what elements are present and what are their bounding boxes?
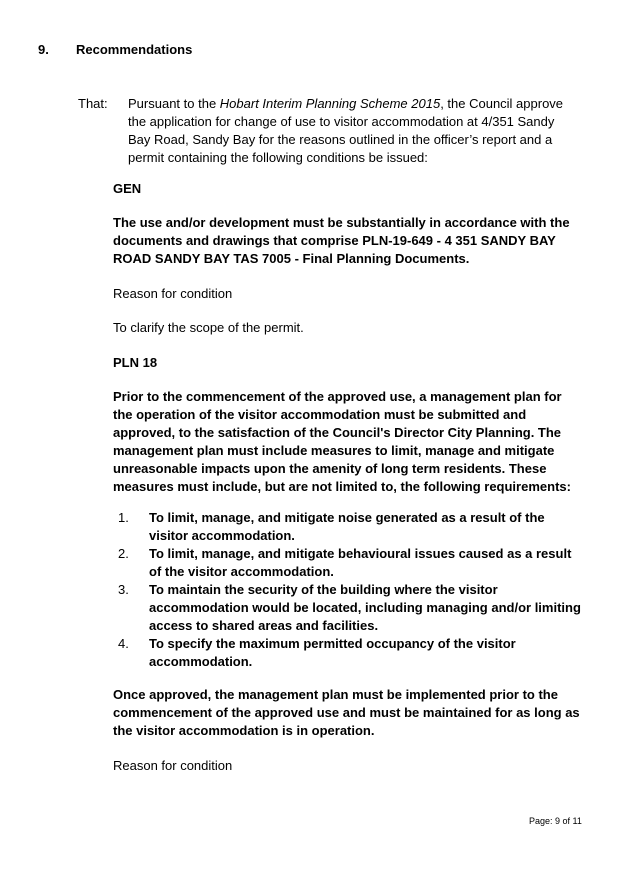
list-item-text: To limit, manage, and mitigate behavioural issues caused as a result of the visitor accommodation. xyxy=(149,546,572,579)
requirements-list xyxy=(113,509,583,671)
recommendation-text-before: Pursuant to the xyxy=(128,96,220,111)
condition-code-pln18: PLN 18 xyxy=(113,355,158,370)
list-item-number: 2. xyxy=(118,546,129,561)
list-item-text: To specify the maximum permitted occupancy of the visitor accommodation. xyxy=(149,636,516,669)
list-item xyxy=(113,509,583,545)
scheme-name: Hobart Interim Planning Scheme 2015 xyxy=(219,96,441,111)
section-heading xyxy=(38,41,192,59)
reason-text-gen: To clarify the scope of the permit. xyxy=(113,320,304,335)
condition-code-gen: GEN xyxy=(113,181,142,196)
condition-intro-pln18: Prior to the commencement of the approved use, a management plan for the operation of the visitor accommodation must be submitted and approved, to the satisfaction of the Council's Director City Planning. The management plan must include measures to limit, manage and mitigate unreasonable impacts upon the amenity of long term residents. These measures must include, but are not limited to, the following requirements: xyxy=(113,389,571,494)
reason-label-pln18: Reason for condition xyxy=(113,758,233,773)
list-item xyxy=(113,635,583,671)
list-item-number: 1. xyxy=(118,510,129,525)
list-item xyxy=(113,581,583,635)
list-item-number: 3. xyxy=(118,582,129,597)
reason-label-gen: Reason for condition xyxy=(113,286,233,301)
list-item-text: To limit, manage, and mitigate noise generated as a result of the visitor accommodation. xyxy=(149,510,545,543)
condition-closing-pln18: Once approved, the management plan must be implemented prior to the commencement of the approved use and must be maintained for as long as the visitor accommodation is in operation. xyxy=(113,687,580,738)
recommendation-text-after: , the Council approve the application for change of use to visitor accommodation at 4/351 Sandy Bay Road, Sandy Bay for the reasons outlined in the officer’s report and a permit containing the following conditions be issued: xyxy=(128,96,564,165)
list-item xyxy=(113,545,583,581)
list-item-number: 4. xyxy=(118,636,129,651)
section-title: Recommendations xyxy=(76,42,193,57)
list-item-text: To maintain the security of the building where the visitor accommodation would be located, including managing and/or limiting access to shared areas and facilities. xyxy=(149,582,581,633)
page-number: Page: 9 of 11 xyxy=(529,816,582,826)
section-number: 9. xyxy=(38,42,49,57)
condition-text-gen: The use and/or development must be substantially in accordance with the documents and drawings that comprise PLN-19-649 - 4 351 SANDY BAY ROAD SANDY BAY TAS 7005 - Final Planning Documents. xyxy=(113,215,570,266)
that-label: That: xyxy=(78,96,108,111)
recommendation-paragraph xyxy=(128,95,573,167)
